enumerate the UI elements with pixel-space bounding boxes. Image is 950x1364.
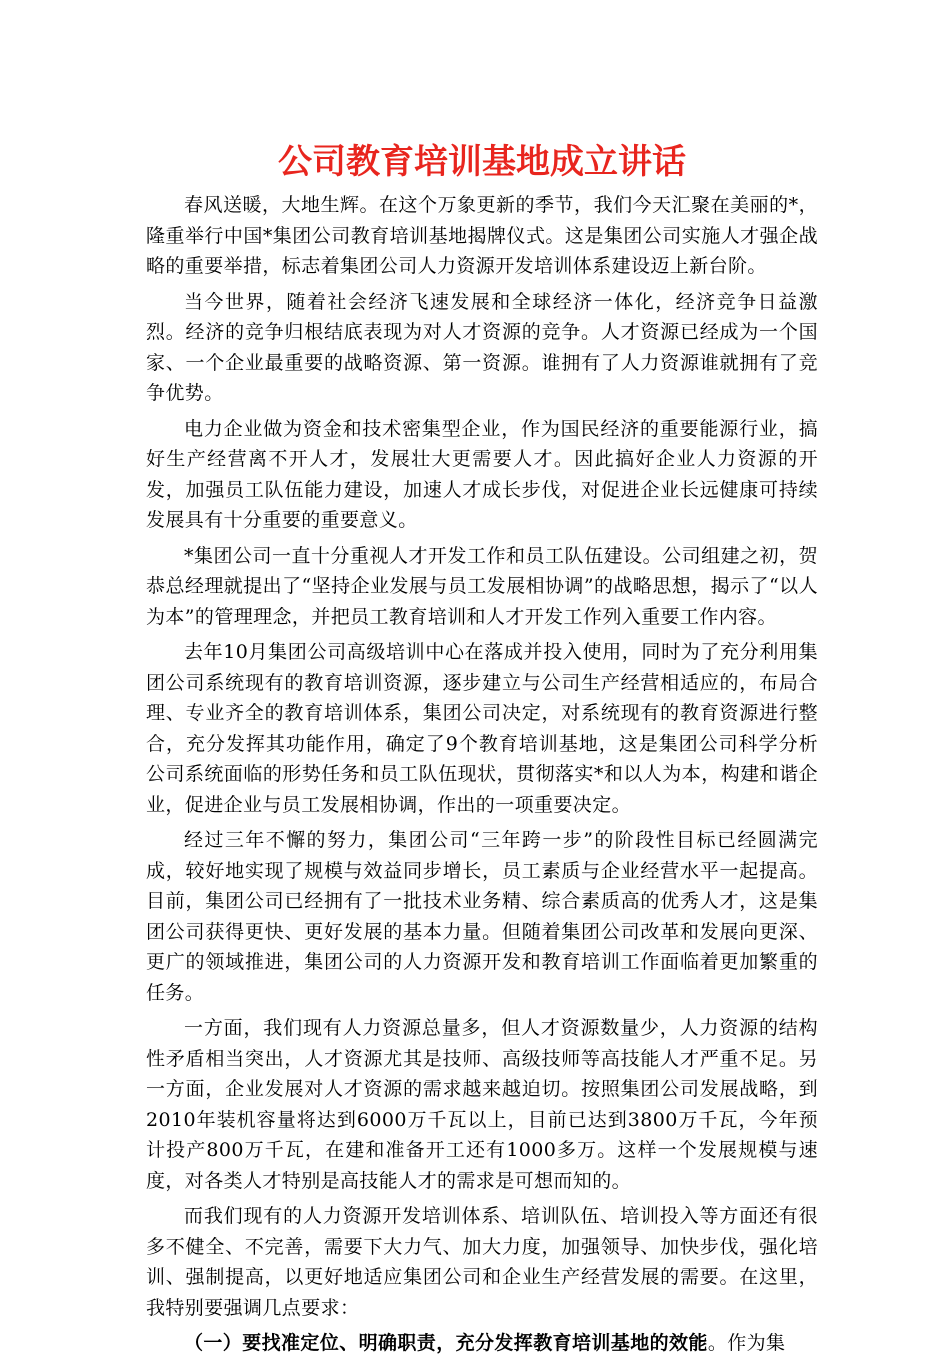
requirement-text: 。作为集 xyxy=(707,1332,786,1354)
paragraph: 经过三年不懈的努力，集团公司“三年跨一步”的阶段性目标已经圆满完成，较好地实现了规模与效益同步增长，员工素质与企业经营水平一起提高。目前，集团公司已经拥有了一批技术业务精、综合素质高的优秀人才，这是集团公司获得更快、更好发展的基本力量。但随着集团公司改革和发展向更深、更广的领域推进，集团公司的人力资源开发和教育培训工作面临着更加繁重的任务。 xyxy=(146,829,818,1004)
paragraph: *集团公司一直十分重视人才开发工作和员工队伍建设。公司组建之初，贺恭总经理就提出了“坚持企业发展与员工发展相协调”的战略思想，揭示了“以人为本”的管理理念，并把员工教育培训和人才开发工作列入重要工作内容。 xyxy=(146,544,818,628)
requirement-paragraph xyxy=(146,1328,818,1359)
document-page xyxy=(146,140,818,1364)
paragraph: 一方面，我们现有人力资源总量多，但人才资源数量少，人力资源的结构性矛盾相当突出，人才资源尤其是技师、高级技师等高技能人才严重不足。另一方面，企业发展对人才资源的需求越来越迫切。按照集团公司发展战略，到2010年装机容量将达到6000万千瓦以上，目前已达到3800万千瓦，今年预计投产800万千瓦，在建和准备开工还有1000多万。这样一个发展规模与速度，对各类人才特别是高技能人才的需求是可想而知的。 xyxy=(146,1017,818,1192)
paragraph: 当今世界，随着社会经济飞速发展和全球经济一体化，经济竞争日益激烈。经济的竞争归根结底表现为对人才资源的竞争。人才资源已经成为一个国家、一个企业最重要的战略资源、第一资源。谁拥有了人力资源谁就拥有了竞争优势。 xyxy=(146,290,818,404)
paragraph: 电力企业做为资金和技术密集型企业，作为国民经济的重要能源行业，搞好生产经营离不开人才，发展壮大更需要人才。因此搞好企业人力资源的开发，加强员工队伍能力建设，加速人才成长步伐，对促进企业长远健康可持续发展具有十分重要的重要意义。 xyxy=(146,417,818,531)
paragraph: 而我们现有的人力资源开发培训体系、培训队伍、培训投入等方面还有很多不健全、不完善，需要下大力气、加大力度，加强领导、加快步伐，强化培训、强制提高，以更好地适应集团公司和企业生产经营发展的需要。在这里，我特别要强调几点要求： xyxy=(146,1205,818,1319)
paragraph: 春风送暖，大地生辉。在这个万象更新的季节，我们今天汇聚在美丽的*，隆重举行中国*集团公司教育培训基地揭牌仪式。这是集团公司实施人才强企战略的重要举措，标志着集团公司人力资源开发培训体系建设迈上新台阶。 xyxy=(146,194,818,277)
requirement-heading: （一）要找准定位、明确职责，充分发挥教育培训基地的效能 xyxy=(184,1332,708,1354)
paragraph: 去年10月集团公司高级培训中心在落成并投入使用，同时为了充分利用集团公司系统现有的教育培训资源，逐步建立与公司生产经营相适应的，布局合理、专业齐全的教育培训体系，集团公司决定，对系统现有的教育资源进行整合，充分发挥其功能作用，确定了9个教育培训基地，这是集团公司科学分析公司系统面临的形势任务和员工队伍现状，贯彻落实*和以人为本，构建和谐企业，促进企业与员工发展相协调，作出的一项重要决定。 xyxy=(146,641,818,816)
document-title: 公司教育培训基地成立讲话 xyxy=(278,142,686,182)
